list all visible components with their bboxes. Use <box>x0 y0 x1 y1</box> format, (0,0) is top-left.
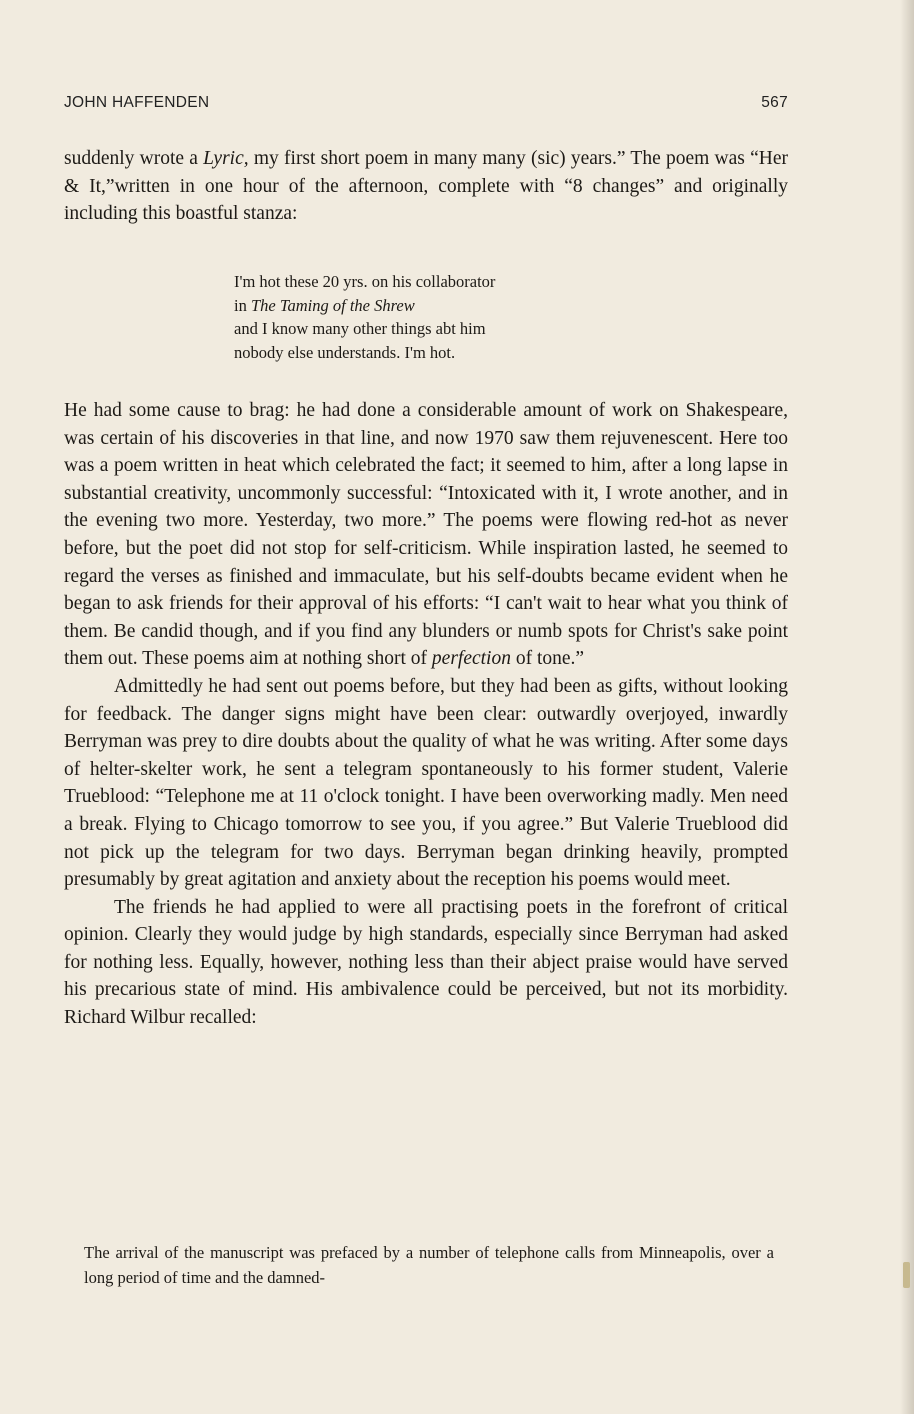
running-head <box>64 94 788 116</box>
paragraph: The friends he had applied to were all practising poets in the forefront of critical opinion. Clearly they would judge by high standards, especially since Berryman had asked for nothing less. Equally, however, nothing less than their abject praise would have served his precarious state of mind. His ambivalence could be perceived, but not its morbidity. Richard Wilbur recalled: <box>64 896 788 1029</box>
block-quotation <box>84 1241 774 1290</box>
paragraph-text: suddenly wrote a <box>64 148 204 169</box>
paragraph-text: He had some cause to brag: he had done a considerable amount of work on Shakespeare, was certain of his discoveries in that line, and now 1970 saw them rejuvenescent. Here too was a poem written in heat which celebrated the fact; it seemed to him, after a long lapse in substantial creativity, uncommonly successful: “Intoxicated with it, I wrote another, and in the evening two more. Yesterday, two more.” The poems were flowing red-hot as never before, but the poet did not stop for self-criticism. While inspiration lasted, he seemed to regard the verses as finished and immaculate, but his self-doubts became evident when he began to ask friends for their approval of his efforts: “I can't wait to hear what you think of them. Be candid though, and if you find any blunders or numb spots for Christ's sake point them out. These poems aim at nothing short of <box>64 400 788 670</box>
verse-line: nobody else understands. I'm hot. <box>234 342 456 362</box>
page-edge-mark <box>903 1262 910 1288</box>
paragraph <box>64 397 788 673</box>
running-head-author: JOHN HAFFENDEN <box>64 94 210 111</box>
verse-line-text: in <box>234 295 251 315</box>
paragraph-text: of tone.” <box>510 648 585 670</box>
verse-quotation <box>234 270 654 364</box>
block-quotation-text: The arrival of the manuscript was prefaced by a number of telephone calls from Minneapolis, over a long period of time and the damned- <box>84 1243 774 1287</box>
verse-line <box>234 294 654 318</box>
italic-title-lyric: Lyric, <box>203 148 249 169</box>
verse-line: I'm hot these 20 yrs. on his collaborator <box>234 272 496 291</box>
verse-line: and I know many other things abt him <box>234 319 486 338</box>
paragraph: Admittedly he had sent out poems before, but they had been as gifts, without looking for feedback. The danger signs might have been clear: outwardly overjoyed, inwardly Berryman was prey to dire doubts about the quality of what he was writing. After some days of helter-skelter work, he sent a telegram spontaneously to his former student, Valerie Trueblood: “Telephone me at 11 o'clock tonight. I have been overworking madly. Men need a break. Flying to Chicago tomorrow to see you, if you agree.” But Valerie Trueblood did not pick up the telegram for two days. Berryman began drinking heavily, prompted presumably by great agitation and anxiety about the reception his poems would meet. <box>64 675 788 891</box>
paragraph-text: my first short poem in many many (sic) years.” The poem was “Her & It,”written in one hour of the afternoon, complete with “8 changes” and originally including this boastful stanza: <box>64 148 788 225</box>
italic-emphasis: perfection <box>431 648 511 670</box>
page-edge-shadow <box>900 0 914 1414</box>
paragraph-continued <box>64 145 788 228</box>
page-number: 567 <box>761 94 788 111</box>
main-text <box>64 397 788 1032</box>
verse-italic-title: The Taming of the Shrew <box>250 295 415 315</box>
